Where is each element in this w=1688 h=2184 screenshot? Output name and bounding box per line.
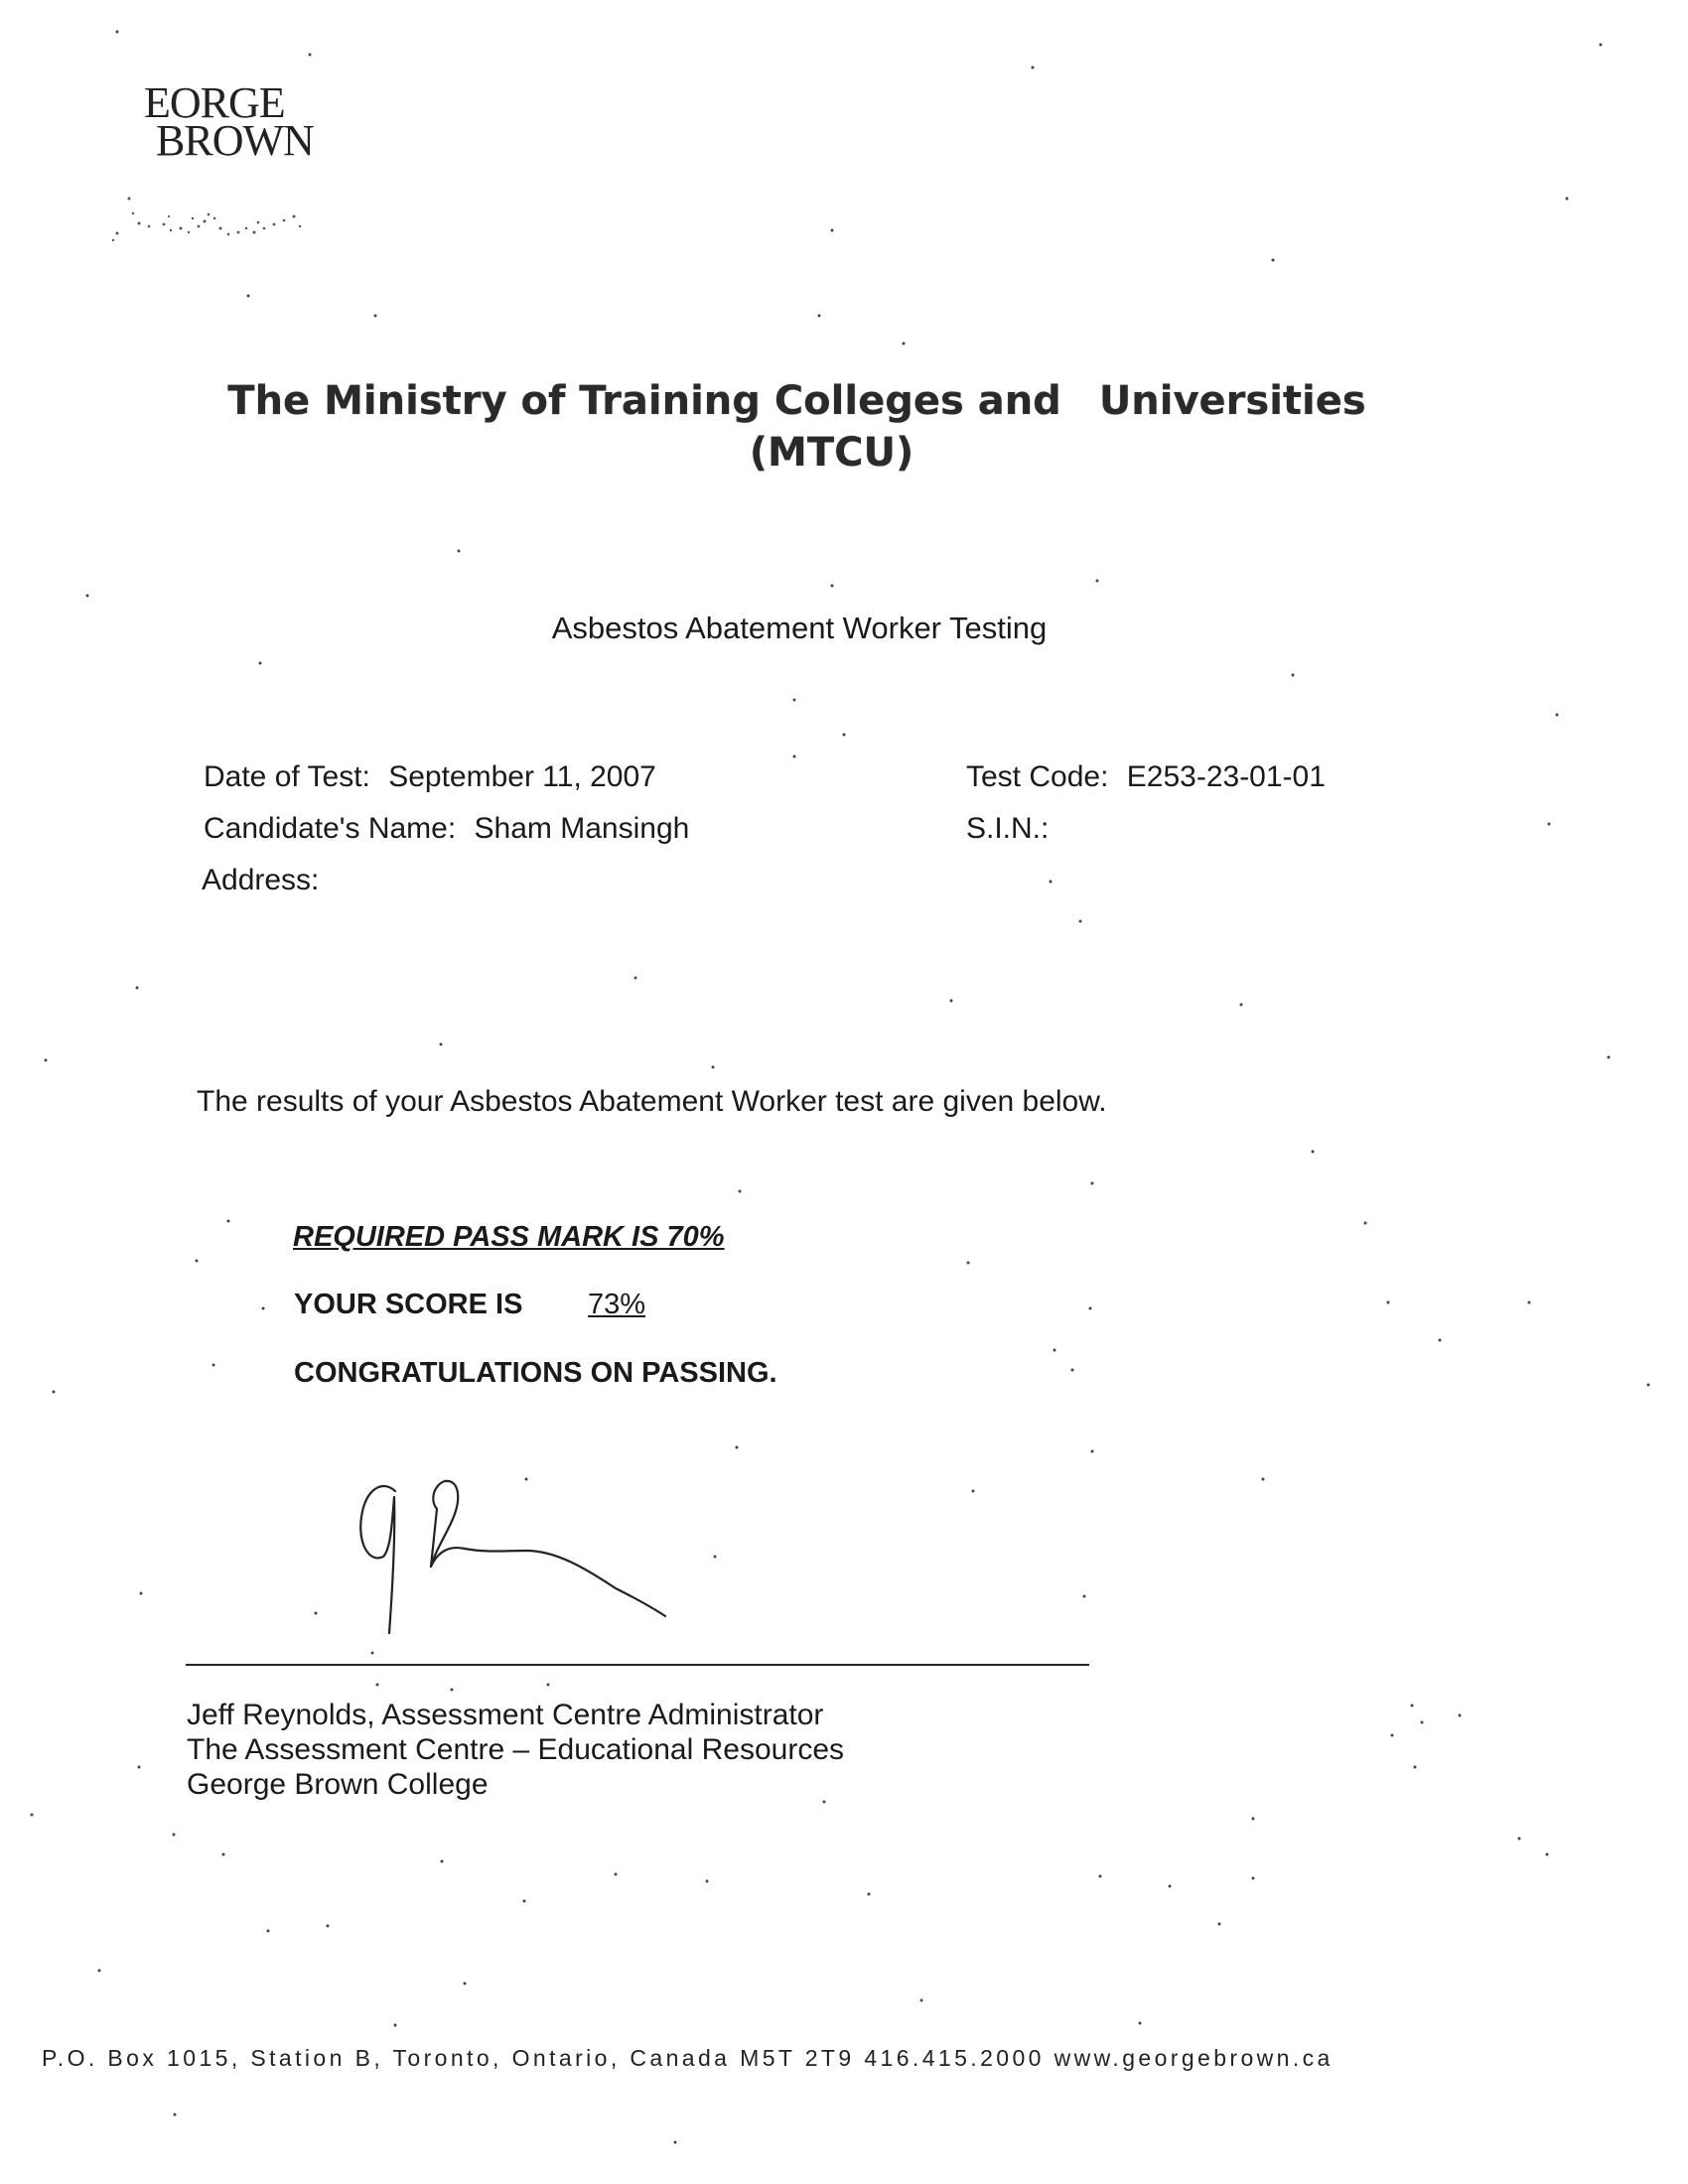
college-logo	[144, 78, 314, 165]
score-label: YOUR SCORE IS	[294, 1289, 523, 1320]
signature-line	[186, 1664, 1089, 1666]
signer-department: The Assessment Centre – Educational Resources	[187, 1733, 845, 1766]
candidate-name-label: Candidate's Name:	[204, 812, 457, 845]
heading-universities-text: Universities	[1098, 378, 1366, 424]
results-intro: The results of your Asbestos Abatement Worker test are given below.	[197, 1085, 1107, 1118]
test-code-value: E253-23-01-01	[1126, 760, 1326, 793]
handwritten-signature	[338, 1469, 715, 1648]
candidate-name-value: Sham Mansingh	[474, 812, 690, 845]
heading-line-1	[0, 375, 1688, 427]
address	[202, 864, 319, 897]
date-of-test-value: September 11, 2007	[388, 760, 656, 793]
signer-organization: George Brown College	[187, 1768, 489, 1801]
score-value: 73%	[588, 1289, 646, 1320]
address-label: Address:	[202, 864, 320, 896]
congratulations-message: CONGRATULATIONS ON PASSING.	[294, 1357, 777, 1389]
signer-block	[187, 1698, 844, 1802]
logo-emblem-dots	[109, 189, 318, 268]
sin-label: S.I.N.:	[966, 812, 1050, 845]
heading-line-2: (MTCU)	[749, 430, 914, 476]
signer-name-title: Jeff Reynolds, Assessment Centre Administrator	[187, 1699, 824, 1731]
logo-line-2: BROWN	[156, 116, 314, 165]
heading-ministry-text: The Ministry of Training Colleges and	[227, 378, 1061, 424]
document-subheading: Asbestos Abatement Worker Testing	[551, 611, 1048, 645]
document-heading	[0, 375, 1688, 478]
test-code	[966, 760, 1326, 794]
test-code-label: Test Code:	[966, 760, 1109, 793]
logo-line-1: EORGE	[144, 78, 285, 127]
required-pass-mark: REQUIRED PASS MARK IS 70%	[293, 1221, 725, 1253]
date-of-test	[204, 760, 656, 794]
candidate-name	[204, 812, 689, 846]
date-of-test-label: Date of Test:	[204, 760, 370, 793]
footer-address: P.O. Box 1015, Station B, Toronto, Ontario, Canada M5T 2T9 416.415.2000 www.georgebrown.ca	[42, 2045, 1334, 2071]
sin	[966, 812, 1049, 846]
